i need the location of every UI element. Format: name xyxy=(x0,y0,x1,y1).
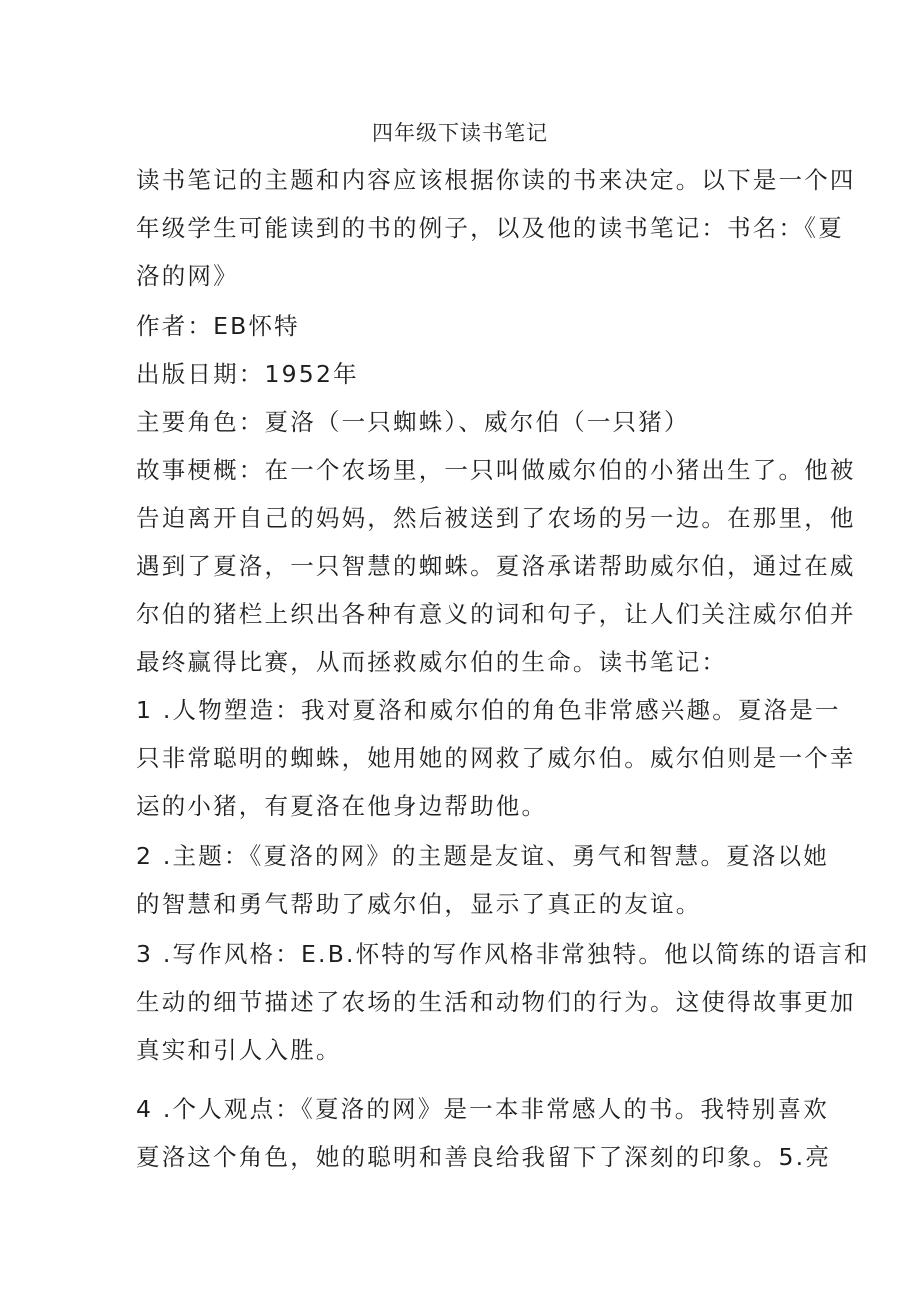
publish-date-line xyxy=(136,350,786,398)
document-title: 四年级下读书笔记 xyxy=(372,121,548,145)
text-line: 告迫离开自己的妈妈，然后被送到了农场的另一边。在那里，他 xyxy=(136,504,856,532)
note-1-paragraph xyxy=(136,686,856,830)
text-line: 主要角色：夏洛（一只蜘蛛）、威尔伯（一只猪） xyxy=(136,408,690,436)
text-line: 1 .人物塑造：我对夏洛和威尔伯的角色非常感兴趣。夏洛是一 xyxy=(136,696,841,724)
text-line: 运的小猪，有夏洛在他身边帮助他。 xyxy=(136,792,548,820)
text-line: 4 .个人观点：《夏洛的网》是一本非常感人的书。我特别喜欢 xyxy=(136,1095,829,1123)
text-line: 最终赢得比赛，从而拯救威尔伯的生命。读书笔记： xyxy=(136,648,728,676)
text-line: 生动的细节描述了农场的生活和动物们的行为。这使得故事更加 xyxy=(136,988,856,1016)
note-4-paragraph xyxy=(136,1085,832,1181)
text-line: 夏洛这个角色，她的聪明和善良给我留下了深刻的印象。5.亮 xyxy=(136,1143,832,1171)
text-line: 出版日期：1952年 xyxy=(136,360,359,388)
note-2-paragraph xyxy=(136,832,829,928)
text-line: 3 .写作风格：E.B.怀特的写作风格非常独特。他以简练的语言和 xyxy=(136,940,870,968)
text-line: 读书笔记的主题和内容应该根据你读的书来决定。以下是一个四 xyxy=(136,166,856,194)
author-line xyxy=(136,302,786,350)
text-line: 2 .主题：《夏洛的网》的主题是友谊、勇气和智慧。夏洛以她 xyxy=(136,842,829,870)
text-line: 故事梗概：在一个农场里，一只叫做威尔伯的小猪出生了。他被 xyxy=(136,456,856,484)
text-line: 真实和引人入胜。 xyxy=(136,1036,342,1064)
intro-paragraph xyxy=(136,156,856,300)
text-line: 年级学生可能读到的书的例子，以及他的读书笔记：书名：《夏 xyxy=(136,214,844,242)
text-line: 只非常聪明的蜘蛛，她用她的网救了威尔伯。威尔伯则是一个幸 xyxy=(136,744,856,772)
text-line: 尔伯的猪栏上织出各种有意义的词和句子，让人们关注威尔伯并 xyxy=(136,600,856,628)
text-line: 洛的网》 xyxy=(136,262,239,290)
synopsis-paragraph xyxy=(136,446,856,686)
text-line: 遇到了夏洛，一只智慧的蜘蛛。夏洛承诺帮助威尔伯，通过在威 xyxy=(136,552,856,580)
text-line: 作者：EB怀特 xyxy=(136,312,300,340)
text-line: 的智慧和勇气帮助了威尔伯，显示了真正的友谊。 xyxy=(136,890,702,918)
characters-line xyxy=(136,398,786,446)
note-3-paragraph xyxy=(136,930,870,1074)
